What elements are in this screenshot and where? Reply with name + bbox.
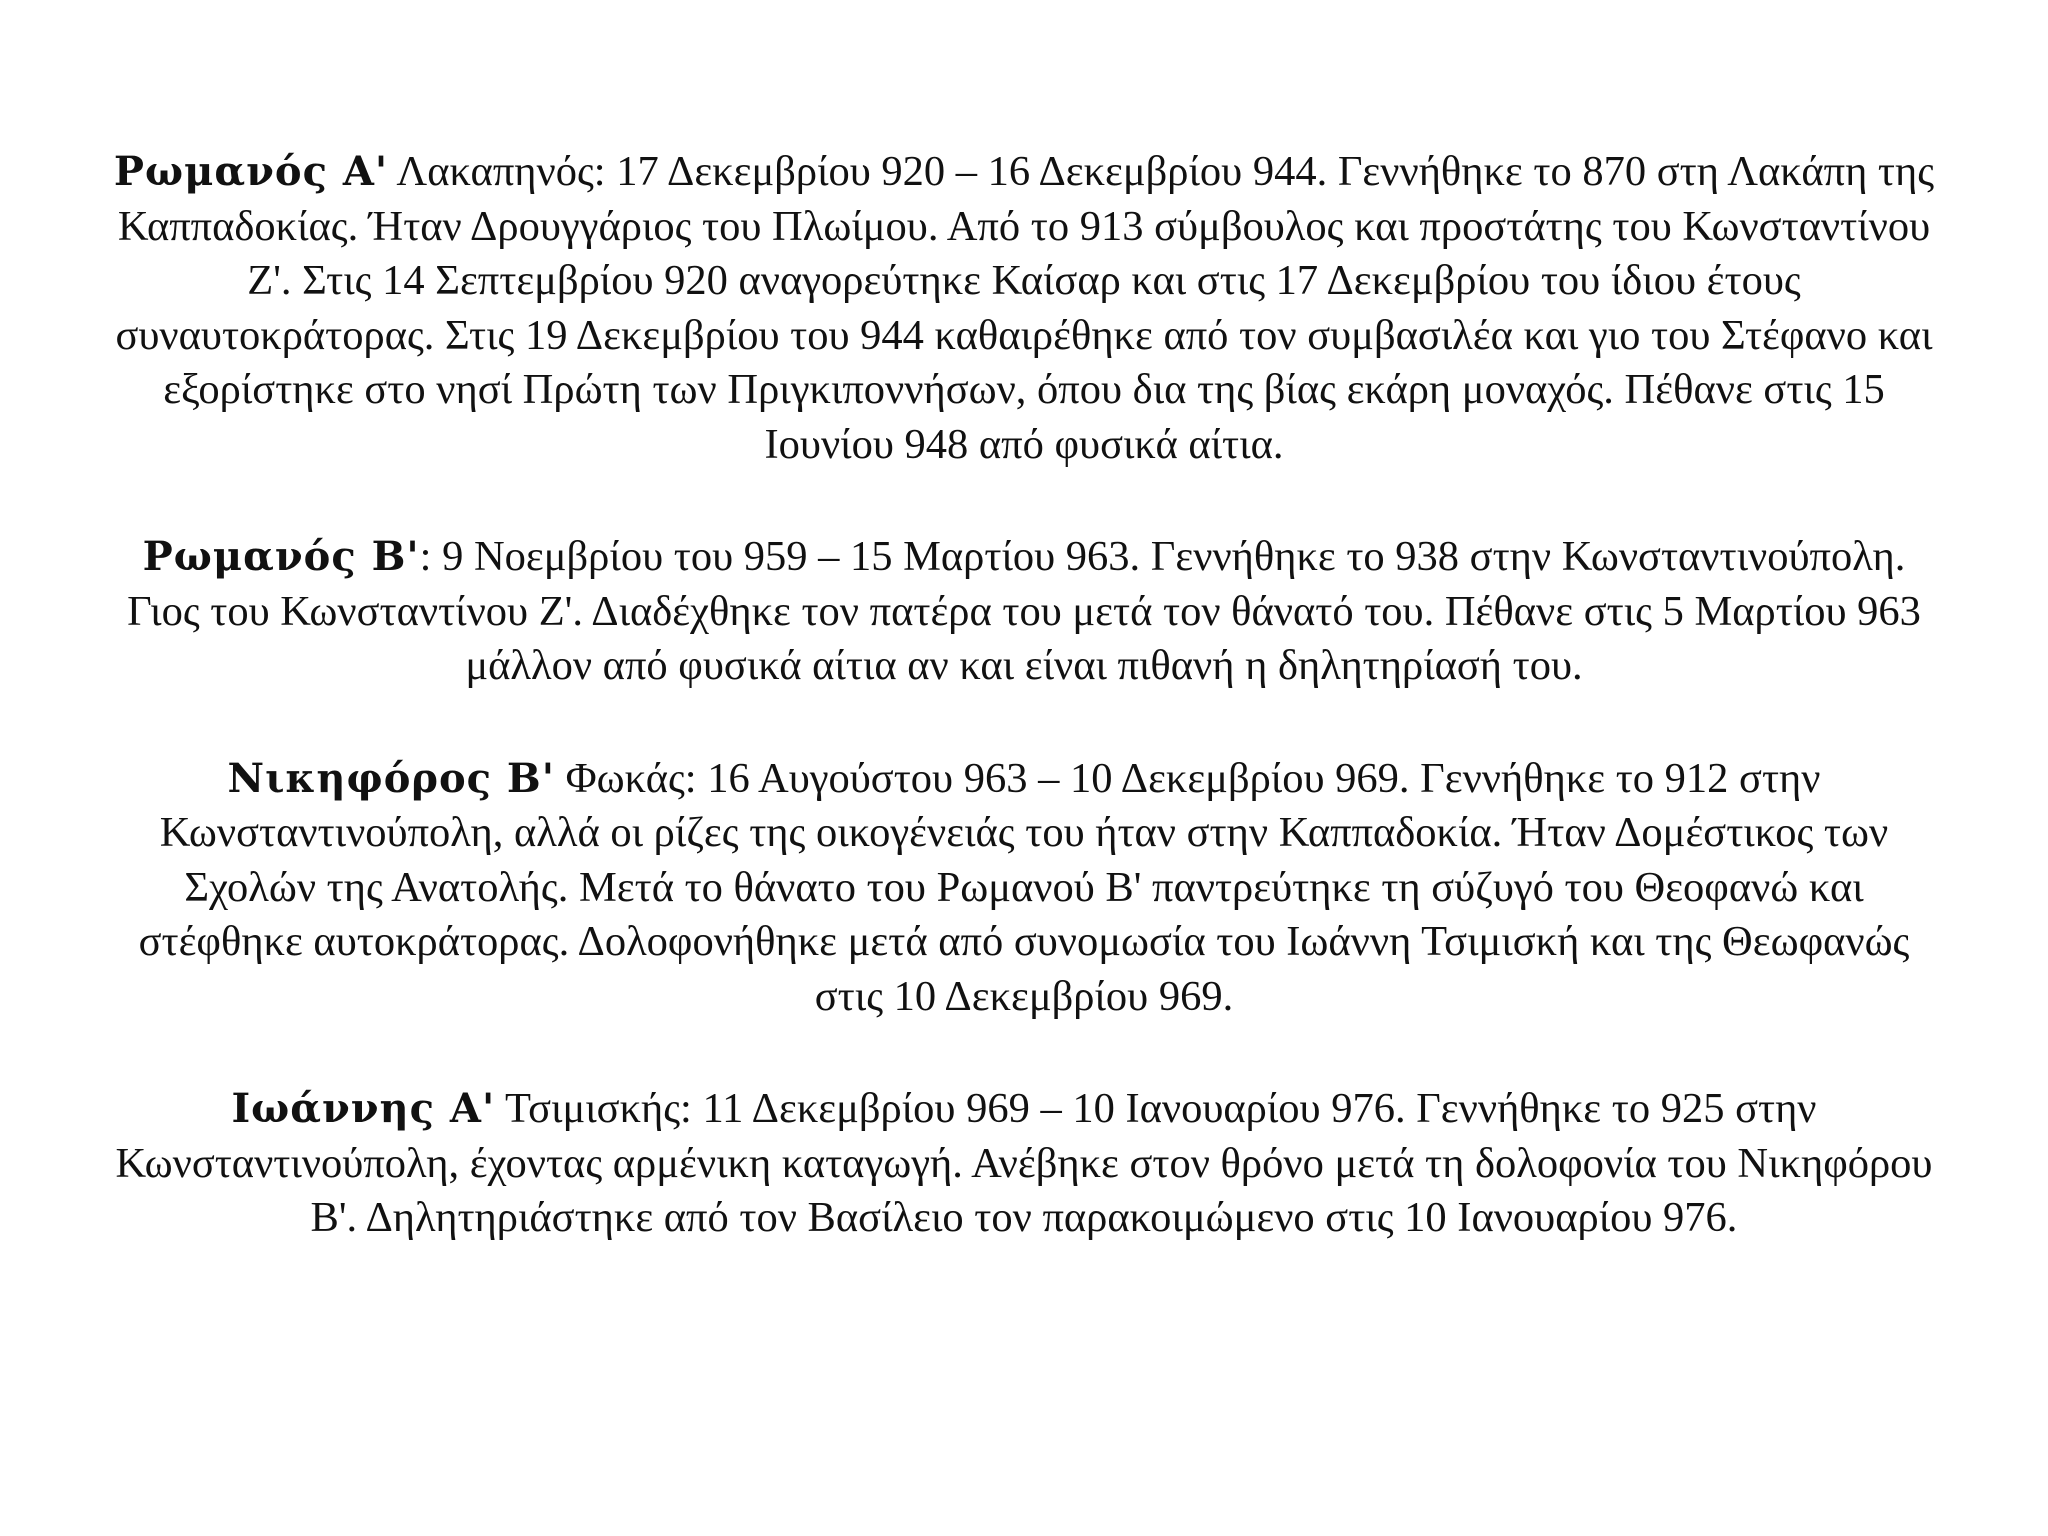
slide-content — [110, 145, 1938, 1304]
entry-paragraph — [110, 752, 1938, 1025]
entry-romanos-ii — [110, 530, 1938, 694]
entry-paragraph — [110, 145, 1938, 472]
emperor-name: Ιωάννης Α' — [231, 1085, 496, 1132]
entry-text: Λακαπηνός: 17 Δεκεμβρίου 920 – 16 Δεκεμβρίου 944. Γεννήθηκε το 870 στη Λακάπη της Καππαδοκίας. Ήταν Δρουγγάριος του Πλωίμου. Από το 913 σύμβουλος και προστάτης του Κωνσταντίνου Ζ'. Στις 14 Σεπτεμβρίου 920 αναγορεύτηκε Καίσαρ και στις 17 Δεκεμβρίου του ίδιου έτους συναυτοκράτορας. Στις 19 Δεκεμβρίου του 944 καθαιρέθηκε από τον συμβασιλέα και γιο του Στέφανο και εξορίστηκε στο νησί Πρώτη των Πριγκιποννήσων, όπου δια της βίας εκάρη μοναχός. Πέθανε στις 15 Ιουνίου 948 από φυσικά αίτια. — [115, 148, 1935, 468]
entry-ioannes-i — [110, 1082, 1938, 1246]
entry-text: Φωκάς: 16 Αυγούστου 963 – 10 Δεκεμβρίου 969. Γεννήθηκε το 912 στην Κωνσταντινούπολη, αλλά οι ρίζες της οικογένειάς του ήταν στην Καππαδοκία. Ήταν Δομέστικος των Σχολών της Ανατολής. Μετά το θάνατο του Ρωμανού Β' παντρεύτηκε τη σύζυγό του Θεοφανώ και στέφθηκε αυτοκράτορας. Δολοφονήθηκε μετά από συνομωσία του Ιωάννη Τσιμισκή και της Θεωφανώς στις 10 Δεκεμβρίου 969. — [138, 754, 1910, 1020]
entry-paragraph — [110, 530, 1938, 694]
emperor-name: Ρωμανός Β' — [142, 533, 420, 580]
entry-paragraph — [110, 1082, 1938, 1246]
emperor-name: Ρωμανός Α' — [113, 148, 389, 195]
entry-text: : 9 Νοεμβρίου του 959 – 15 Μαρτίου 963. Γεννήθηκε το 938 στην Κωνσταντινούπολη. Γιος του Κωνσταντίνου Ζ'. Διαδέχθηκε τον πατέρα του μετά τον θάνατό του. Πέθανε στις 5 Μαρτίου 963 μάλλον από φυσικά αίτια αν και είναι πιθανή η δηλητηρίασή του. — [127, 533, 1921, 689]
entry-nikephoros-ii — [110, 752, 1938, 1025]
emperor-name: Νικηφόρος Β' — [227, 754, 555, 802]
entry-romanos-i — [110, 145, 1938, 472]
entry-text: Τσιμισκής: 11 Δεκεμβρίου 969 – 10 Ιανουαρίου 976. Γεννήθηκε το 925 στην Κωνσταντινούπολη, έχοντας αρμένικη καταγωγή. Ανέβηκε στον θρόνο μετά τη δολοφονία του Νικηφόρου Β'. Δηλητηριάστηκε από τον Βασίλειο τον παρακοιμώμενο στις 10 Ιανουαρίου 976. — [115, 1085, 1933, 1241]
